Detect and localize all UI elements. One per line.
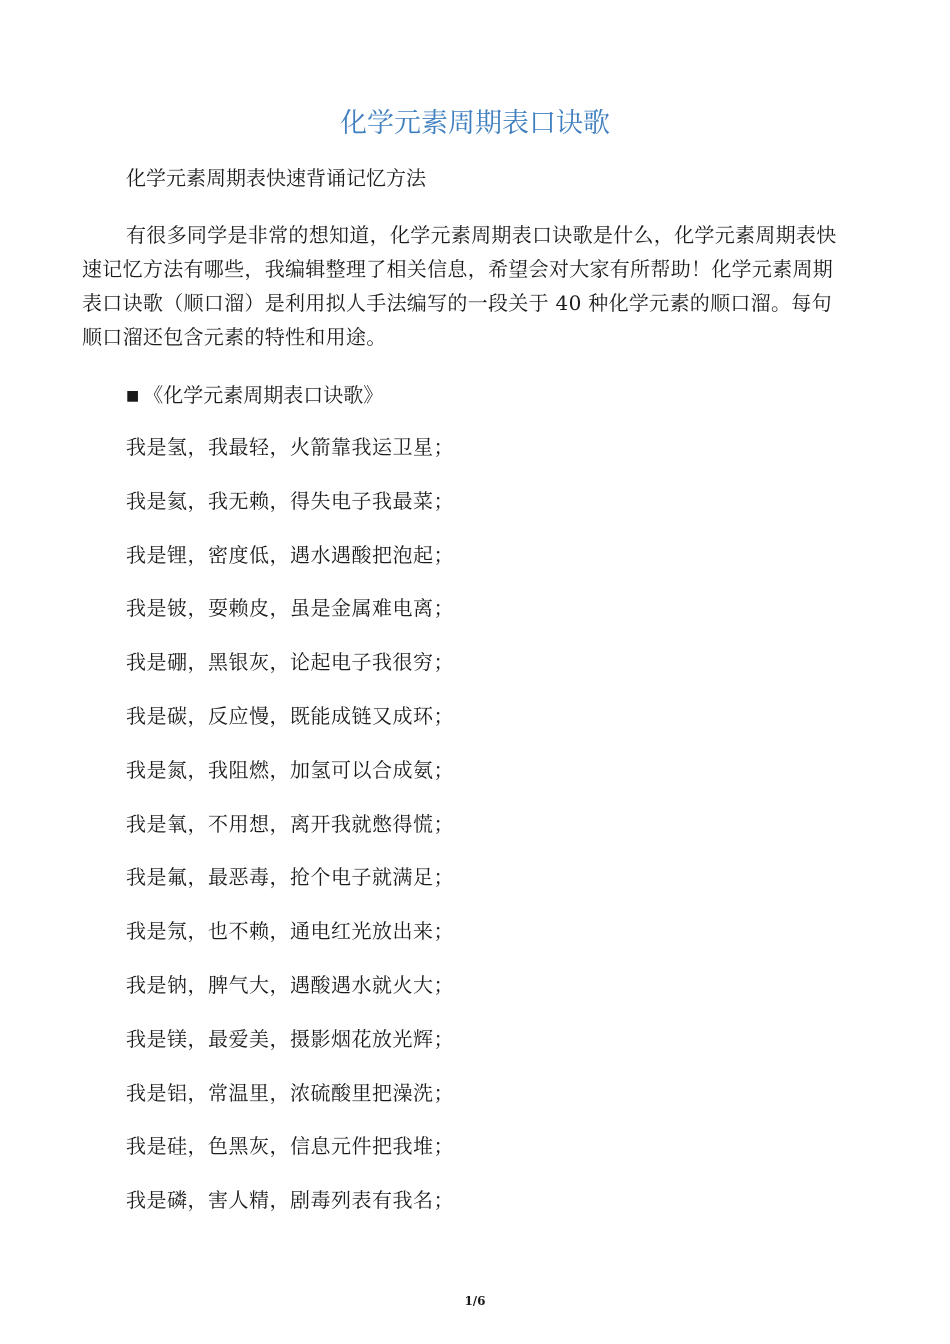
page-title: 化学元素周期表口诀歌	[340, 108, 610, 139]
verse-line: 我是镁，最爱美，摄影烟花放光辉；	[126, 1026, 454, 1051]
verse-line: 我是氟，最恶毒，抢个电子就满足；	[126, 865, 454, 890]
subtitle: 化学元素周期表快速背诵记忆方法	[126, 166, 426, 190]
verse-line: 我是氢，我最轻，火箭靠我运卫星；	[126, 435, 454, 459]
verse-line: 我是磷，害人精，剧毒列表有我名；	[126, 1188, 454, 1213]
section-heading	[126, 380, 383, 411]
verse-line: 我是氖，也不赖，通电红光放出来；	[126, 919, 454, 944]
verse-line: 我是硼，黑银灰，论起电子我很穷；	[126, 650, 454, 675]
verse-line: 我是锂，密度低，遇水遇酸把泡起；	[126, 542, 454, 567]
verse-line: 我是氮，我阻燃，加氢可以合成氨；	[126, 757, 454, 782]
section-heading-text: 《化学元素周期表口诀歌》	[143, 383, 384, 407]
square-bullet-icon: ■	[126, 388, 140, 404]
verse-list	[126, 432, 454, 1239]
verse-line: 我是铍，耍赖皮，虽是金属难电离；	[126, 596, 454, 621]
verse-line: 我是铝，常温里，浓硫酸里把澡洗；	[126, 1080, 454, 1105]
verse-line: 我是钠，脾气大，遇酸遇水就火大；	[126, 972, 454, 997]
verse-line: 我是氧，不用想，离开我就憋得慌；	[126, 811, 454, 836]
page-number: 1/6	[464, 1294, 486, 1308]
intro-paragraph: 有很多同学是非常的想知道，化学元素周期表口诀歌是什么，化学元素周期表快速记忆方法有哪些，我编辑整理了相关信息，希望会对大家有所帮助！化学元素周期表口诀歌（顺口溜）是利用拟人手法编写的一段关于 40 种化学元素的顺口溜。每句顺口溜还包含元素的特性和用途。	[82, 223, 837, 349]
verse-line: 我是氦，我无赖，得失电子我最菜；	[126, 488, 454, 513]
verse-line: 我是碳，反应慢，既能成链又成环；	[126, 703, 454, 728]
verse-line: 我是硅，色黑灰，信息元件把我堆；	[126, 1134, 454, 1159]
